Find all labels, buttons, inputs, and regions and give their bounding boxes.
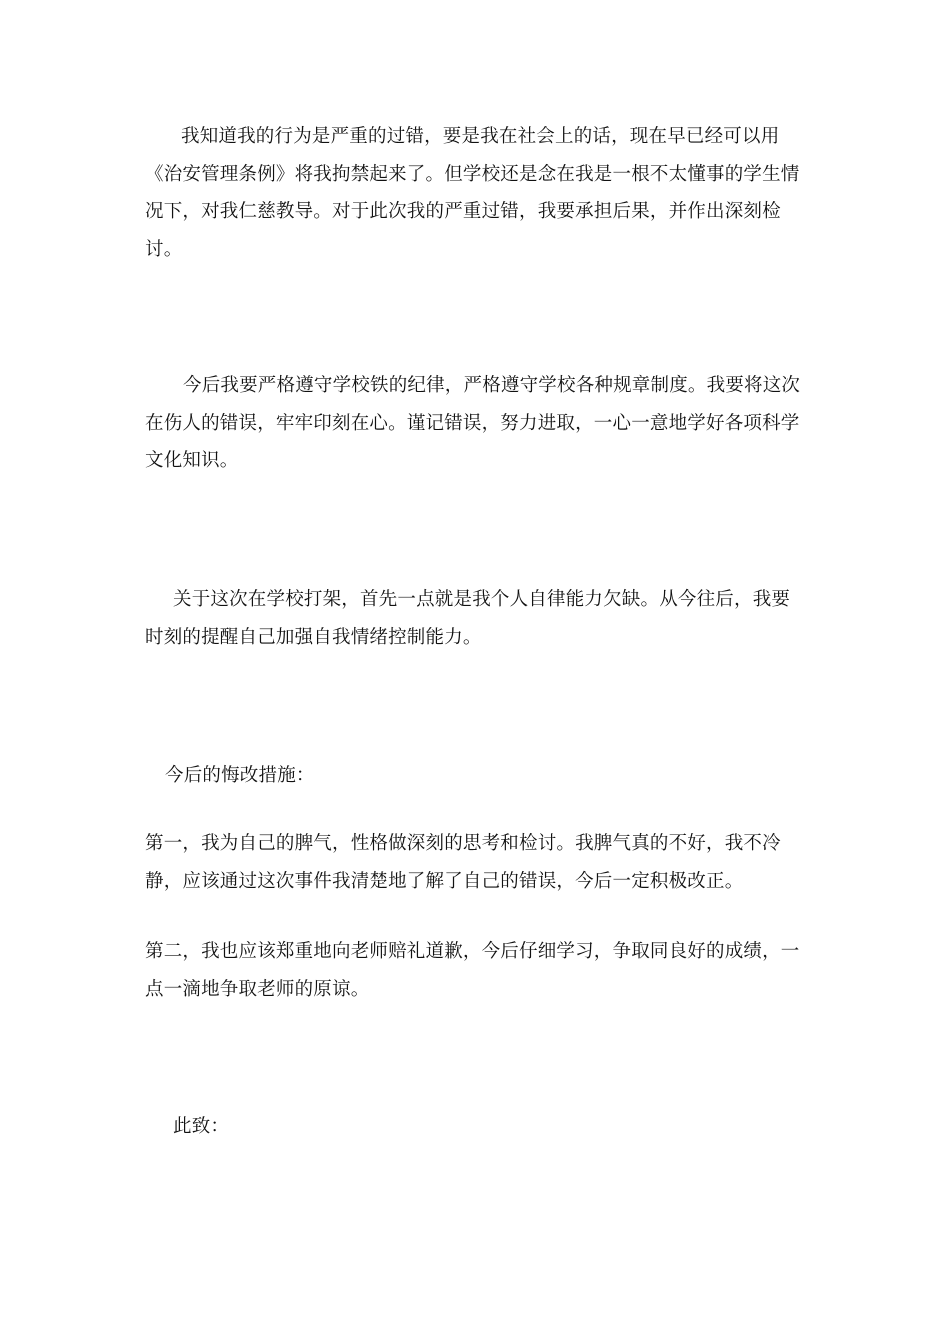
paragraph-measure-two: 第二，我也应该郑重地向老师赔礼道歉，今后仔细学习，争取同良好的成绩，一点一滴地争取老师的原谅。 xyxy=(145,941,800,1000)
paragraph-closing: 此致： xyxy=(173,1116,230,1137)
paragraph-self-reflection: 我知道我的行为是严重的过错，要是我在社会上的话，现在早已经可以用《治安管理条例》将我拘禁起来了。但学校还是念在我是一根不太懂事的学生情况下，对我仁慈教导。对于此次我的严重过错，我要承担后果，并作出深刻检讨。 xyxy=(145,126,800,260)
paragraph-future-discipline: 今后我要严格遵守学校铁的纪律，严格遵守学校各种规章制度。我要将这次在伤人的错误，牢牢印刻在心。谨记错误，努力进取，一心一意地学好各项科学文化知识。 xyxy=(145,375,801,471)
paragraph-measures-heading: 今后的悔改措施： xyxy=(165,765,315,786)
paragraph-measure-one: 第一，我为自己的脾气，性格做深刻的思考和检讨。我脾气真的不好，我不冷静，应该通过这次事件我清楚地了解了自己的错误，今后一定积极改正。 xyxy=(145,833,781,892)
paragraph-fight-cause: 关于这次在学校打架，首先一点就是我个人自律能力欠缺。从今往后，我要时刻的提醒自己加强自我情绪控制能力。 xyxy=(145,589,791,648)
